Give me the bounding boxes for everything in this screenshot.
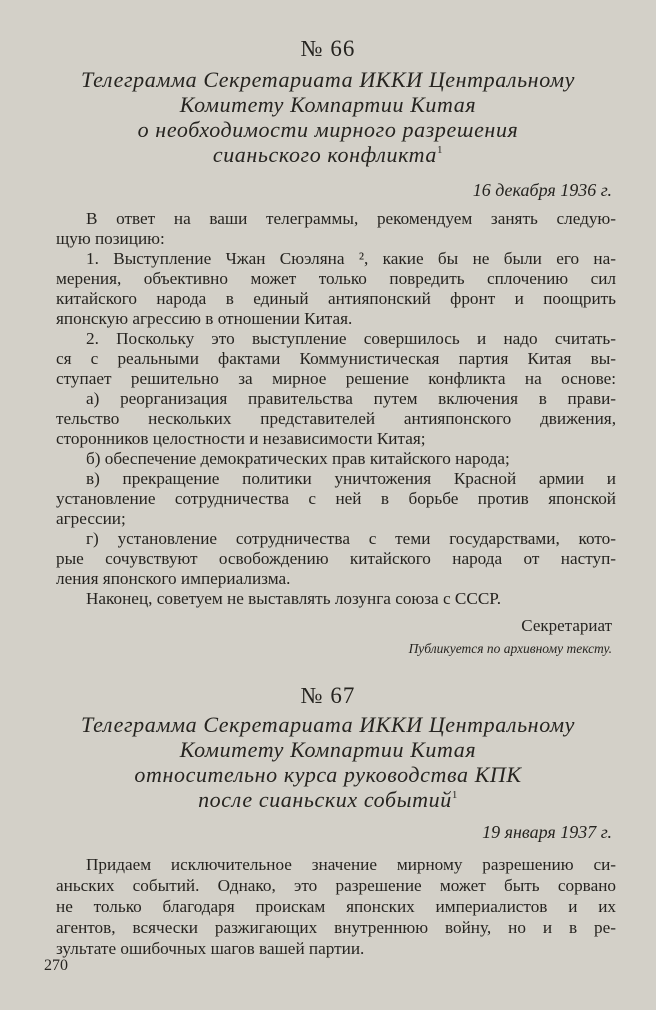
doc66-body-line: тельство нескольких представителей антияпонского движения, (56, 409, 616, 428)
doc66-body-line: Наконец, советуем не выставлять лозунга союза с СССР. (86, 589, 501, 608)
doc67-body-line: аньских событий. Однако, это разрешение может быть сорвано (56, 876, 616, 895)
doc67-body-line: агентов, всячески разжигающих внутреннюю войну, но и в ре- (56, 918, 616, 937)
doc67-title-line-text: после сианьских событий (198, 787, 452, 812)
doc66-title (40, 67, 616, 167)
doc67-number: № 67 (300, 683, 356, 708)
doc66-body-line: б) обеспечение демократических прав китайского народа; (86, 449, 510, 468)
doc67-title (40, 712, 616, 812)
doc67-title-line: Телеграмма Секретариата ИККИ Центральному (81, 712, 575, 737)
doc66-body-line: ступает решительно за мирное решение конфликта на основе: (56, 369, 616, 388)
doc67-title-line: Комитету Компартии Китая (179, 737, 477, 762)
doc66-body-line: ления японского империализма. (56, 569, 291, 588)
doc66-title-line (40, 142, 616, 167)
doc66-date: 16 декабря 1936 г. (472, 180, 612, 200)
doc66-body-line: японскую агрессию в отношении Китая. (56, 309, 353, 328)
doc66-title-line: Телеграмма Секретариата ИККИ Центральному (81, 67, 575, 92)
doc67-body-line: зультате ошибочных шагов вашей партии. (56, 939, 365, 958)
doc66-title-line: Комитету Компартии Китая (179, 92, 477, 117)
doc66-body-line: г) установление сотрудничества с теми государствами, кото- (86, 529, 616, 548)
doc67-body-line: не только благодаря проискам японских империалистов и их (56, 897, 616, 916)
doc67-date: 19 января 1937 г. (482, 822, 612, 842)
doc66-body-line: 1. Выступление Чжан Сюэляна ², какие бы не были его на- (86, 249, 616, 268)
doc66-body-line: рые сочувствуют освобождению китайского народа от наступ- (56, 549, 616, 568)
doc66-body-line: В ответ на ваши телеграммы, рекомендуем занять следую- (86, 209, 616, 228)
doc66-body-line: агрессии; (56, 509, 126, 528)
doc66-body-line: а) реорганизация правительства путем включения в прави- (86, 389, 616, 408)
doc66-signature: Секретариат (521, 616, 612, 635)
page-number: 270 (44, 957, 68, 974)
doc67-title-line: относительно курса руководства КПК (134, 762, 522, 787)
doc66-body-line: 2. Поскольку это выступление совершилось и надо считать- (86, 329, 616, 348)
doc66-body-line: в) прекращение политики уничтожения Красной армии и (86, 469, 616, 488)
doc67-title-line (40, 787, 616, 812)
doc66-title-line: о необходимости мирного разрешения (137, 117, 519, 142)
doc66-body-line: щую позицию: (56, 229, 165, 248)
doc66-body-line: мерения, объективно может только повредить сплочению сил (56, 269, 616, 288)
doc67-body-line: Придаем исключительное значение мирному разрешению си- (86, 855, 616, 874)
doc66-footnote-mark: 1 (437, 144, 444, 156)
doc66-body-line: китайского народа в единый антияпонский фронт и поощрить (56, 289, 616, 308)
doc66-body-line: сторонников целостности и независимости Китая; (56, 429, 426, 448)
doc66-published-note: Публикуется по архивному тексту. (408, 641, 612, 656)
doc67-footnote-mark: 1 (451, 789, 458, 801)
doc66-body-line: ся с реальными фактами Коммунистическая партия Китая вы- (56, 349, 616, 368)
doc66-title-line-text: сианьского конфликта (212, 142, 438, 167)
doc66-number: № 66 (300, 36, 356, 61)
doc66-body-line: установление сотрудничества с ней в борьбе против японской (56, 489, 616, 508)
